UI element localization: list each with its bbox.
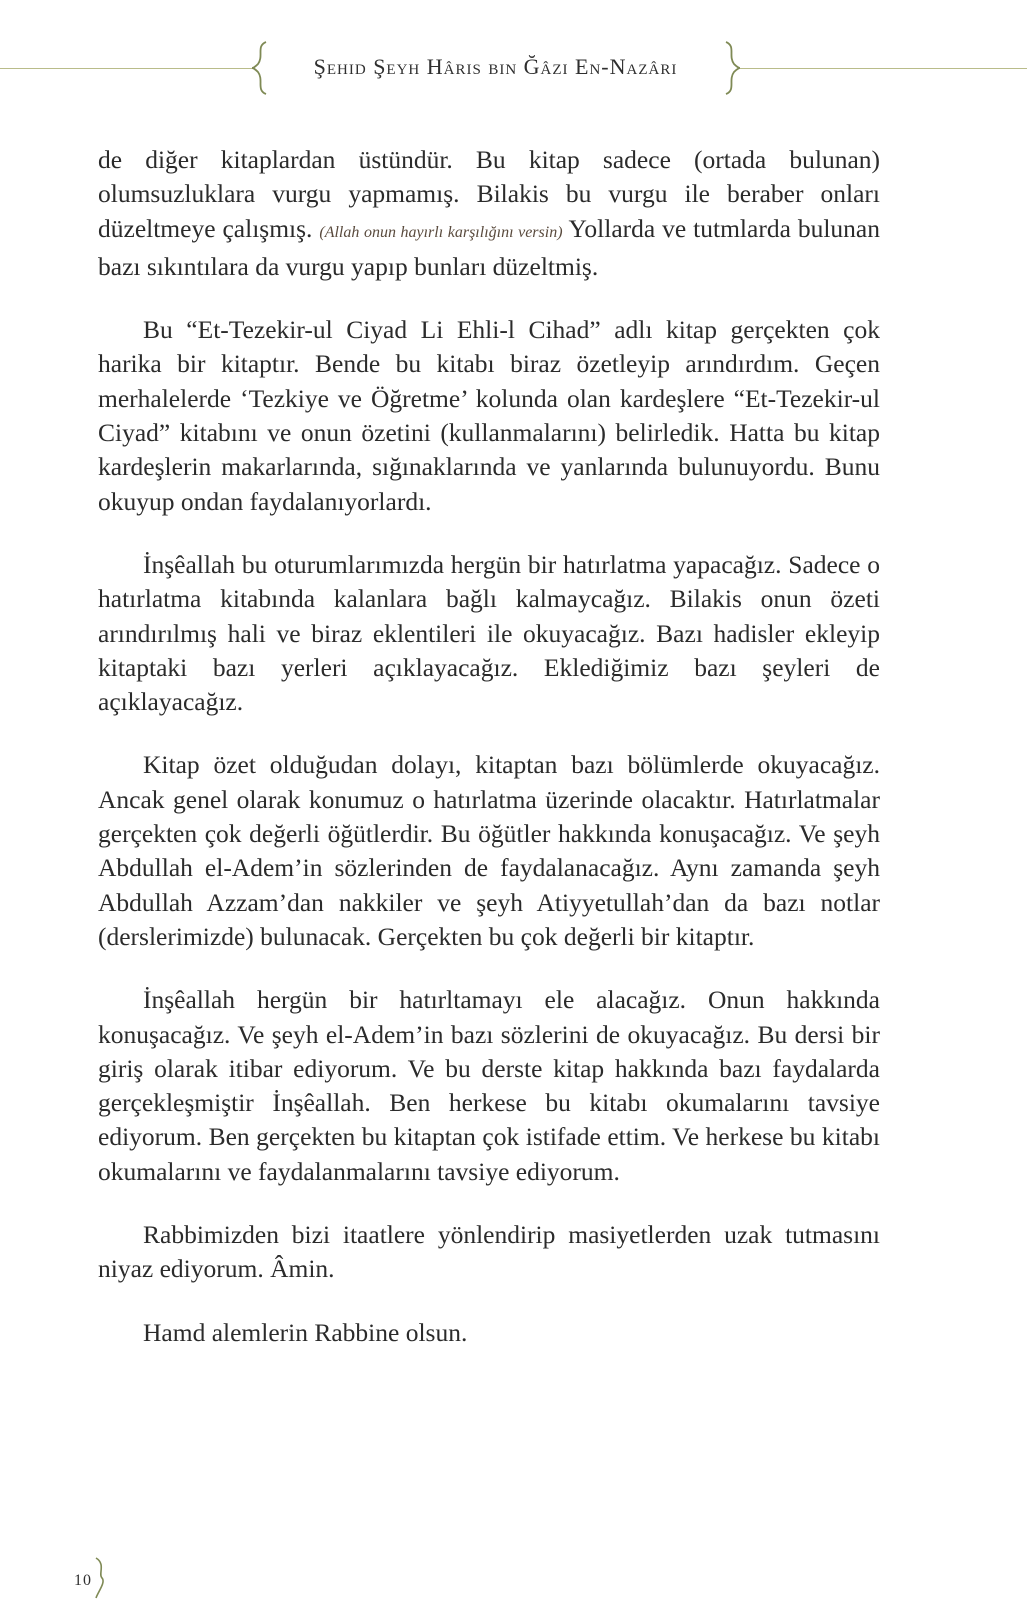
header-rule-right (740, 68, 1027, 69)
running-header (0, 40, 1027, 100)
paragraph-1-text-start: de diğer kitaplardan üstündür. Bu kitap sadece (ortada bulunan) olumsuzluklara vurgu yapmamış. Bilakis bu vurgu ile beraber onları düzeltmeye çalışmış. (98, 145, 880, 243)
page-number: 10 (74, 1572, 92, 1589)
paragraph-4: Kitap özet olduğudan dolayı, kitaptan bazı bölümlerde okuyacağız. Ancak genel olarak konumuz o hatırlatma üzerinde olacaktır. Hatırlatmalar gerçekten çok değerli öğütlerdir. Bu öğütler hakkında konuşacağız. Ve şeyh Abdullah el-Adem’in sözlerinden de faydalanacağız. Aynı zamanda şeyh Abdullah Azzam’dan nakkiler ve şeyh Atiyyetullah’dan da bazı notlar (derslerimizde) bulunacak. Gerçekten bu çok değerli bir kitaptır. (98, 750, 880, 951)
page-footer (74, 1560, 134, 1600)
paragraph-3: İnşêallah bu oturumlarımızda hergün bir hatırlatma yapacağız. Sadece o hatırlatma kitabında kalanlara bağlı kalmaycağız. Bilakis onun özeti arındırılmış hali ve biraz eklentileri ile okuyacağız. Bazı hadisler ekleyip kitaptaki bazı yerleri açıklayacağız. Eklediğimiz bazı şeyleri de açıklayacağız. (98, 549, 880, 717)
header-rule-left (0, 68, 255, 69)
paragraph-6: Rabbimizden bizi itaatlere yönlendirip masiyetlerden uzak tutmasını niyaz ediyorum. Âmin. (98, 1220, 880, 1284)
paragraph-2: Bu “Et-Tezekir-ul Ciyad Li Ehli-l Cihad” adlı kitap gerçekten çok harika bir kitaptır. Bende bu kitabı biraz özetleyip arındırdım. Geçen merhalelerde ‘Tezkiye ve Öğretme’ kolunda olan kardeşlere “Et-Tezekir-ul Ciyad” kitabını ve onun özetini (kullanmalarını) belirledik. Hatta bu kitap kardeşlerin makarlarında, sığınaklarında ve yanlarında bulunuyordu. Bunu okuyup ondan faydalanıyorlardı. (98, 315, 880, 516)
paragraph-1-text-end: Yollarda ve tutmlarda bulunan bazı sıkıntılara da vurgu yapıp bunları düzeltmiş. (98, 213, 880, 281)
footer-swash-ornament (92, 1556, 110, 1600)
body-text (98, 143, 880, 1379)
prayer-note: (Allah onun hayırlı karşılığını versin) (319, 223, 563, 241)
paragraph-5: İnşêallah hergün bir hatırltamayı ele alacağız. Onun hakkında konuşacağız. Ve şeyh el-Adem’in bazı sözlerini de okuyacağız. Bu dersi bir giriş olarak itibar ediyorum. Ve bu derste kitap hakkında bazı faydalarda gerçekleşmiştir İnşêallah. Ben herkese bu kitabı okumalarını tavsiye ediyorum. Ben gerçekten bu kitaptan çok istifade ettim. Ve herkese bu kitabı okumalarını ve faydalanmalarını tavsiye ediyorum. (98, 985, 880, 1186)
paragraph-7: Hamd alemlerin Rabbine olsun. (143, 1317, 468, 1347)
running-header-title: Şehid Şeyh Hâris bin Ğâzi En-Nazâri (313, 54, 678, 79)
paragraph-1 (98, 143, 880, 284)
